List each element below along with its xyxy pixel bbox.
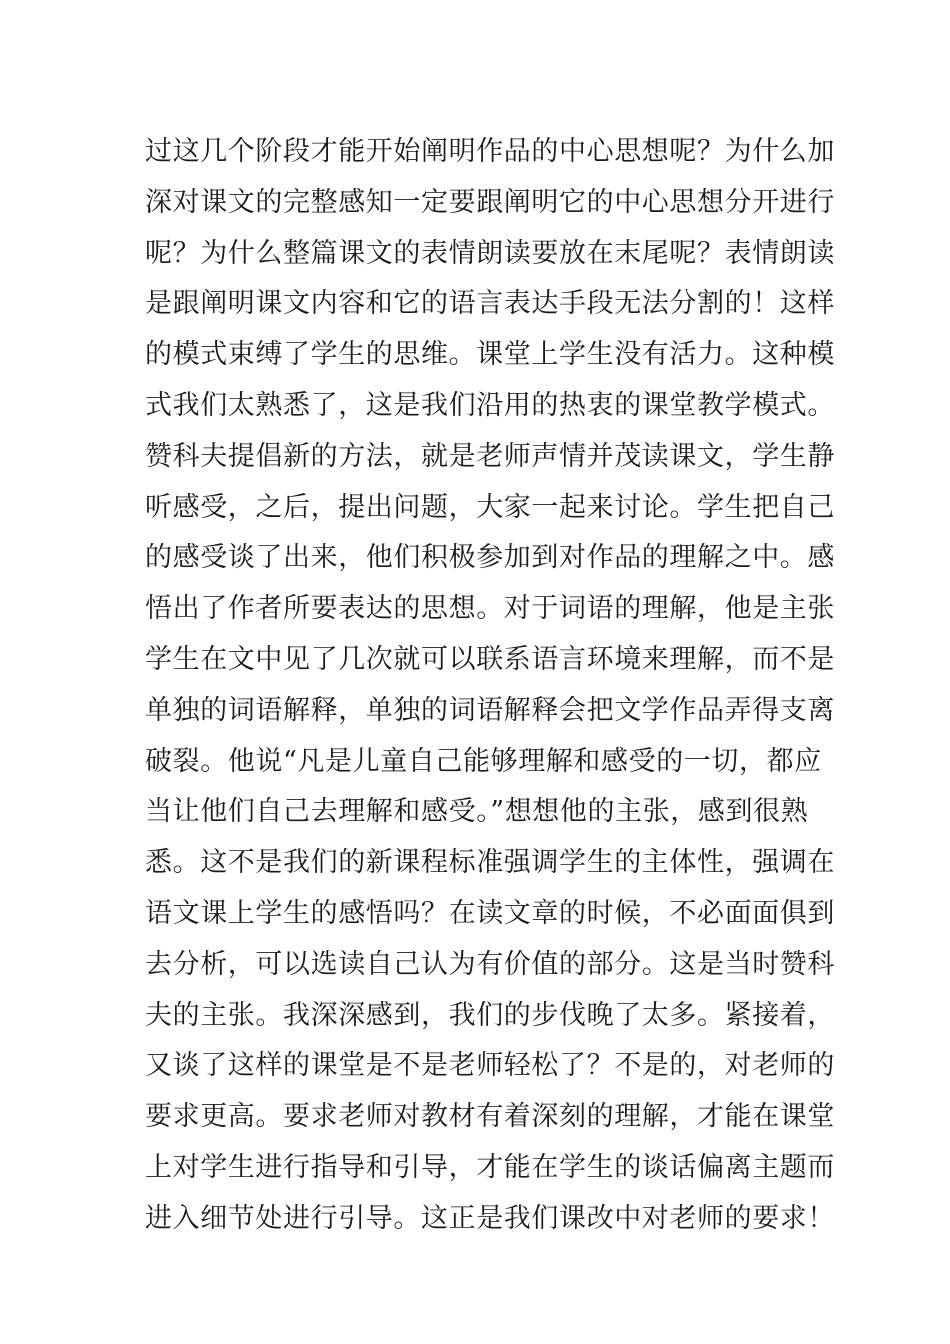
text-line: 进入细节处进行引导。这正是我们课改中对老师的要求！	[145, 1202, 835, 1234]
text-line: 又谈了这样的课堂是不是老师轻松了？不是的，对老师的	[145, 1050, 835, 1082]
text-line: 是跟阐明课文内容和它的语言表达手段无法分割的！这样	[145, 288, 835, 320]
text-line: 上对学生进行指导和引导，才能在学生的谈话偏离主题而	[145, 1151, 835, 1183]
text-line: 听感受，之后，提出问题，大家一起来讨论。学生把自己	[145, 491, 835, 523]
text-line: 式我们太熟悉了，这是我们沿用的热衷的课堂教学模式。	[145, 389, 835, 421]
text-line: 悟出了作者所要表达的思想。对于词语的理解，他是主张	[145, 593, 835, 625]
text-line: 的模式束缚了学生的思维。课堂上学生没有活力。这种模	[145, 339, 835, 371]
text-line: 要求更高。要求老师对教材有着深刻的理解，才能在课堂	[145, 1101, 835, 1133]
text-line: 单独的词语解释，单独的词语解释会把文学作品弄得支离	[145, 694, 835, 726]
text-line: 悉。这不是我们的新课程标准强调学生的主体性，强调在	[145, 847, 835, 879]
text-line: 夫的主张。我深深感到，我们的步伐晚了太多。紧接着，	[145, 999, 835, 1031]
text-line: 赞科夫提倡新的方法，就是老师声情并茂读课文，学生静	[145, 440, 835, 472]
text-line: 呢？为什么整篇课文的表情朗读要放在末尾呢？表情朗读	[145, 237, 835, 269]
body-paragraph	[145, 127, 835, 1245]
text-line: 深对课文的完整感知一定要跟阐明它的中心思想分开进行	[145, 186, 835, 218]
text-line: 当让他们自己去理解和感受。”想想他的主张，感到很熟	[145, 796, 809, 828]
text-line: 过这几个阶段才能开始阐明作品的中心思想呢？为什么加	[145, 136, 835, 167]
text-line: 去分析，可以选读自己认为有价值的部分。这是当时赞科	[145, 948, 835, 980]
text-line: 破裂。他说“凡是儿童自己能够理解和感受的一切，都应	[145, 745, 822, 777]
text-line: 学生在文中见了几次就可以联系语言环境来理解，而不是	[145, 643, 835, 675]
text-line: 的感受谈了出来，他们积极参加到对作品的理解之中。感	[145, 542, 835, 574]
text-line: 语文课上学生的感悟吗？在读文章的时候，不必面面俱到	[145, 897, 835, 929]
